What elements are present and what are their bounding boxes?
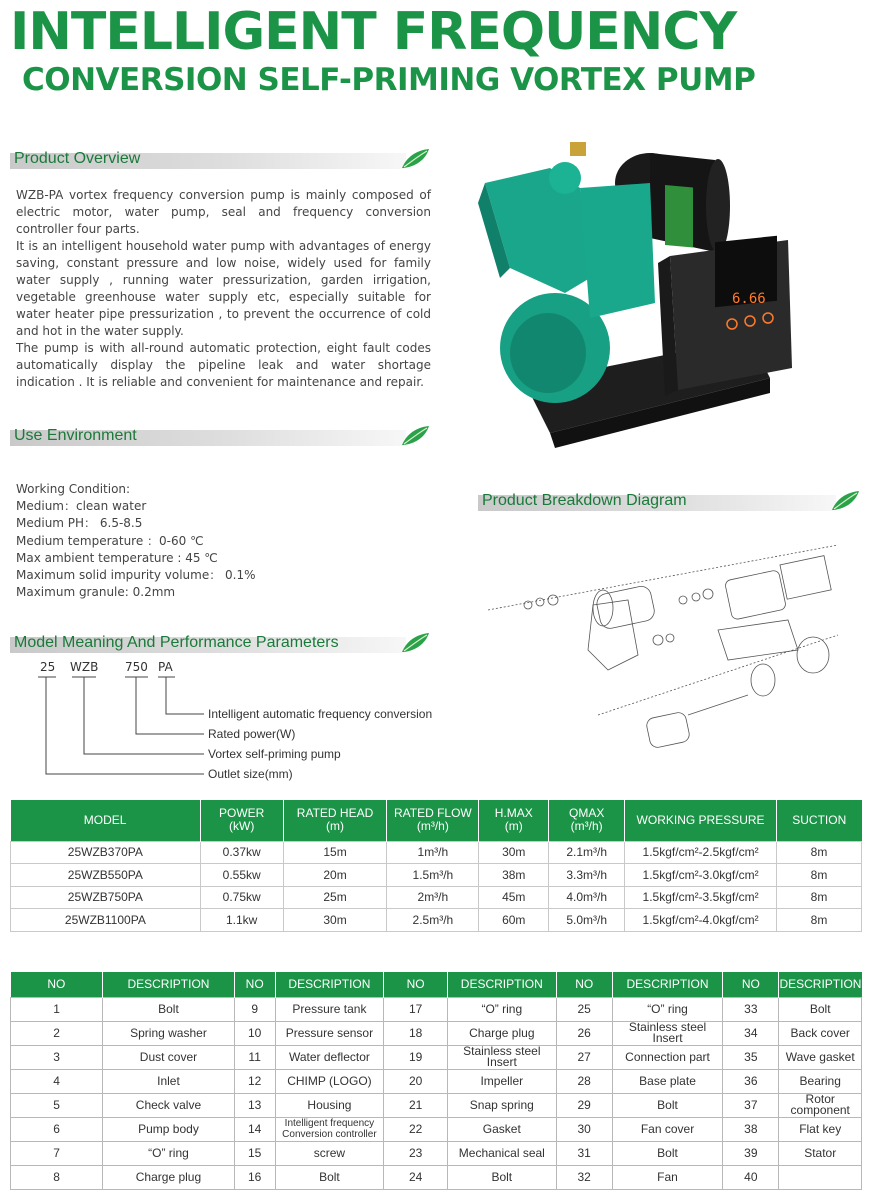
exploded-view-diagram [478, 530, 858, 765]
table-cell: Impeller [447, 1069, 556, 1093]
table-cell: 9 [234, 997, 275, 1021]
table-row [11, 1165, 862, 1189]
table-cell: 1.5kgf/cm²-3.0kgf/cm² [625, 864, 777, 887]
table-cell: 15 [234, 1141, 275, 1165]
table-cell: Bolt [612, 1093, 723, 1117]
table-row [11, 1141, 862, 1165]
overview-paragraph: It is an intelligent household water pump with advantages of energy saving, constant pressure and low noise, widely used for family water supply , running water pressurization, garden irrigation, vegetable greenhouse water supply etc, especially suitable for water heater pipe pressurization , to prevent the occurrence of cold and hot in the water supply. [16, 239, 431, 338]
table-cell: Connection part [612, 1045, 723, 1069]
table-header-row [11, 800, 862, 841]
table-cell: 33 [723, 997, 779, 1021]
meaning-pump-type: Vortex self-priming pump [208, 747, 341, 761]
table-cell: Pressure sensor [275, 1021, 384, 1045]
column-header: DESCRIPTION [779, 972, 862, 997]
table-cell: 18 [384, 1021, 448, 1045]
table-cell: 17 [384, 997, 448, 1021]
table-cell [779, 1165, 862, 1189]
table-cell: 6 [11, 1117, 103, 1141]
table-row [11, 886, 862, 909]
table-cell: “O” ring [447, 997, 556, 1021]
column-header: NO [556, 972, 612, 997]
table-cell: 29 [556, 1093, 612, 1117]
section-title-environment: Use Environment [14, 427, 137, 444]
table-cell: 35 [723, 1045, 779, 1069]
table-cell: 8m [777, 909, 862, 932]
table-cell: Bolt [447, 1165, 556, 1189]
table-cell: 22 [384, 1117, 448, 1141]
table-cell: Fan [612, 1165, 723, 1189]
table-cell: 5 [11, 1093, 103, 1117]
column-header: NO [384, 972, 448, 997]
table-cell: 14 [234, 1117, 275, 1141]
table-cell: 1.5kgf/cm²-4.0kgf/cm² [625, 909, 777, 932]
table-cell: 2 [11, 1021, 103, 1045]
table-cell: 10 [234, 1021, 275, 1045]
section-title-overview: Product Overview [14, 150, 141, 167]
table-cell: screw [275, 1141, 384, 1165]
section-title-model: Model Meaning And Performance Parameters [14, 634, 339, 651]
table-cell: 0.75kw [200, 886, 283, 909]
table-cell: 60m [479, 909, 549, 932]
table-cell: Bolt [612, 1141, 723, 1165]
model-code-suffix: PA [158, 660, 173, 674]
overview-paragraph: The pump is with all-round automatic protection, eight fault codes automatically display the pipeline leak and water shortage indication . It is reliable and convenient for maintenance and repair. [16, 341, 431, 389]
table-cell: 8 [11, 1165, 103, 1189]
table-cell: 25m [283, 886, 387, 909]
table-cell: 1m³/h [387, 841, 479, 864]
table-cell: 4.0m³/h [549, 886, 625, 909]
column-header: RATED HEAD (m) [283, 800, 387, 841]
column-header: RATED FLOW (m³/h) [387, 800, 479, 841]
table-cell: Intelligent frequency Conversion controller [275, 1117, 384, 1141]
table-cell: 5.0m³/h [549, 909, 625, 932]
table-cell: 24 [384, 1165, 448, 1189]
table-cell: 25WZB1100PA [11, 909, 201, 932]
table-cell: 30m [283, 909, 387, 932]
table-cell: Charge plug [447, 1021, 556, 1045]
table-cell: Dust cover [103, 1045, 235, 1069]
table-cell: 20m [283, 864, 387, 887]
meaning-outlet: Outlet size(mm) [208, 767, 293, 781]
table-row [11, 864, 862, 887]
display-reading: 6.66 [732, 291, 766, 307]
meaning-frequency: Intelligent automatic frequency conversion [208, 707, 433, 721]
column-header: NO [234, 972, 275, 997]
table-cell: Bolt [103, 997, 235, 1021]
section-header-breakdown [478, 492, 860, 514]
leaf-icon [400, 423, 430, 449]
column-header: DESCRIPTION [612, 972, 723, 997]
table-cell: Inlet [103, 1069, 235, 1093]
table-cell: 32 [556, 1165, 612, 1189]
table-cell: 28 [556, 1069, 612, 1093]
table-cell: 2m³/h [387, 886, 479, 909]
table-cell: 1.5m³/h [387, 864, 479, 887]
section-header-model [10, 634, 430, 656]
table-cell: 34 [723, 1021, 779, 1045]
model-code-outlet: 25 [40, 660, 56, 674]
table-cell: 3.3m³/h [549, 864, 625, 887]
table-cell: 11 [234, 1045, 275, 1069]
table-cell: 25WZB750PA [11, 886, 201, 909]
table-row [11, 1045, 862, 1069]
table-cell: 38 [723, 1117, 779, 1141]
table-cell: 4 [11, 1069, 103, 1093]
table-cell: 37 [723, 1093, 779, 1117]
column-header: SUCTION [777, 800, 862, 841]
sub-title: CONVERSION SELF-PRIMING VORTEX PUMP [22, 62, 756, 98]
table-header-row [11, 972, 862, 997]
table-row [11, 1069, 862, 1093]
table-cell: 0.55kw [200, 864, 283, 887]
table-cell: 25WZB550PA [11, 864, 201, 887]
environment-line: Medium PH： 6.5-8.5 [16, 516, 143, 531]
table-cell: “O” ring [103, 1141, 235, 1165]
table-cell: 30 [556, 1117, 612, 1141]
table-cell: 27 [556, 1045, 612, 1069]
table-cell: Gasket [447, 1117, 556, 1141]
table-cell: 1 [11, 997, 103, 1021]
table-cell: 45m [479, 886, 549, 909]
table-cell: Flat key [779, 1117, 862, 1141]
environment-line: Working Condition: [16, 482, 131, 496]
overview-text [16, 187, 431, 391]
leaf-icon [400, 630, 430, 656]
table-cell: 8m [777, 864, 862, 887]
table-cell: Snap spring [447, 1093, 556, 1117]
table-cell: Mechanical seal [447, 1141, 556, 1165]
table-cell: Housing [275, 1093, 384, 1117]
table-cell: 16 [234, 1165, 275, 1189]
model-code-type: WZB [70, 660, 99, 674]
table-cell: Rotor component [779, 1093, 862, 1117]
section-header-environment [10, 427, 430, 449]
table-cell: 23 [384, 1141, 448, 1165]
table-cell: CHIMP (LOGO) [275, 1069, 384, 1093]
table-cell: 0.37kw [200, 841, 283, 864]
table-cell: 3 [11, 1045, 103, 1069]
table-row [11, 1021, 862, 1045]
environment-list [16, 481, 256, 601]
table-row [11, 909, 862, 932]
table-cell: 19 [384, 1045, 448, 1069]
table-row [11, 1093, 862, 1117]
table-cell: 30m [479, 841, 549, 864]
column-header: DESCRIPTION [447, 972, 556, 997]
column-header: QMAX (m³/h) [549, 800, 625, 841]
section-title-breakdown: Product Breakdown Diagram [482, 492, 687, 509]
table-cell: 25 [556, 997, 612, 1021]
meaning-power: Rated power(W) [208, 727, 296, 741]
table-cell: Fan cover [612, 1117, 723, 1141]
overview-paragraph: WZB-PA vortex frequency conversion pump is mainly composed of electric motor, water pump, seal and frequency conversion controller four parts. [16, 188, 431, 236]
table-cell: Water deflector [275, 1045, 384, 1069]
table-cell: 15m [283, 841, 387, 864]
table-cell: 8m [777, 886, 862, 909]
table-cell: Stator [779, 1141, 862, 1165]
table-row [11, 997, 862, 1021]
column-header: NO [723, 972, 779, 997]
column-header: DESCRIPTION [103, 972, 235, 997]
table-cell: Check valve [103, 1093, 235, 1117]
table-cell: 1.1kw [200, 909, 283, 932]
table-cell: Spring washer [103, 1021, 235, 1045]
column-header: WORKING PRESSURE [625, 800, 777, 841]
column-header: DESCRIPTION [275, 972, 384, 997]
section-header-overview [10, 150, 430, 172]
table-cell: 40 [723, 1165, 779, 1189]
table-cell: 2.5m³/h [387, 909, 479, 932]
table-cell: 1.5kgf/cm²-2.5kgf/cm² [625, 841, 777, 864]
column-header: H.MAX (m) [479, 800, 549, 841]
table-cell: 7 [11, 1141, 103, 1165]
parts-table [10, 972, 862, 1190]
table-cell: 13 [234, 1093, 275, 1117]
environment-line: Max ambient temperature : 45 ℃ [16, 550, 218, 565]
column-header: MODEL [11, 800, 201, 841]
table-cell: Charge plug [103, 1165, 235, 1189]
table-cell: Base plate [612, 1069, 723, 1093]
table-cell: Bolt [275, 1165, 384, 1189]
table-cell: 25WZB370PA [11, 841, 201, 864]
table-cell: 20 [384, 1069, 448, 1093]
table-cell: 38m [479, 864, 549, 887]
leaf-icon [400, 146, 430, 172]
leaf-icon [830, 488, 860, 514]
table-cell: 2.1m³/h [549, 841, 625, 864]
table-cell: Stainless steel Insert [447, 1045, 556, 1069]
table-row [11, 841, 862, 864]
column-header: POWER (kW) [200, 800, 283, 841]
table-cell: Bolt [779, 997, 862, 1021]
table-cell: 8m [777, 841, 862, 864]
main-title: INTELLIGENT FREQUENCY [10, 2, 737, 62]
table-row [11, 1117, 862, 1141]
table-cell: 36 [723, 1069, 779, 1093]
table-cell: “O” ring [612, 997, 723, 1021]
environment-line: Maximum granule: 0.2mm [16, 585, 176, 600]
table-cell: 12 [234, 1069, 275, 1093]
model-code-power: 750 [125, 660, 148, 674]
table-cell: Back cover [779, 1021, 862, 1045]
environment-line: Maximum solid impurity volume： 0.1% [16, 568, 256, 583]
table-cell: 21 [384, 1093, 448, 1117]
pump-product-image [470, 128, 870, 468]
table-cell: Bearing [779, 1069, 862, 1093]
table-cell: Stainless steel Insert [612, 1021, 723, 1045]
table-cell: Pressure tank [275, 997, 384, 1021]
table-cell: Pump body [103, 1117, 235, 1141]
environment-line: Medium：clean water [16, 499, 147, 514]
table-cell: 1.5kgf/cm²-3.5kgf/cm² [625, 886, 777, 909]
table-cell: Wave gasket [779, 1045, 862, 1069]
table-cell: 31 [556, 1141, 612, 1165]
table-cell: 26 [556, 1021, 612, 1045]
table-cell: 39 [723, 1141, 779, 1165]
environment-line: Medium temperature ：0-60 ℃ [16, 533, 204, 548]
column-header: NO [11, 972, 103, 997]
performance-table [10, 800, 862, 932]
